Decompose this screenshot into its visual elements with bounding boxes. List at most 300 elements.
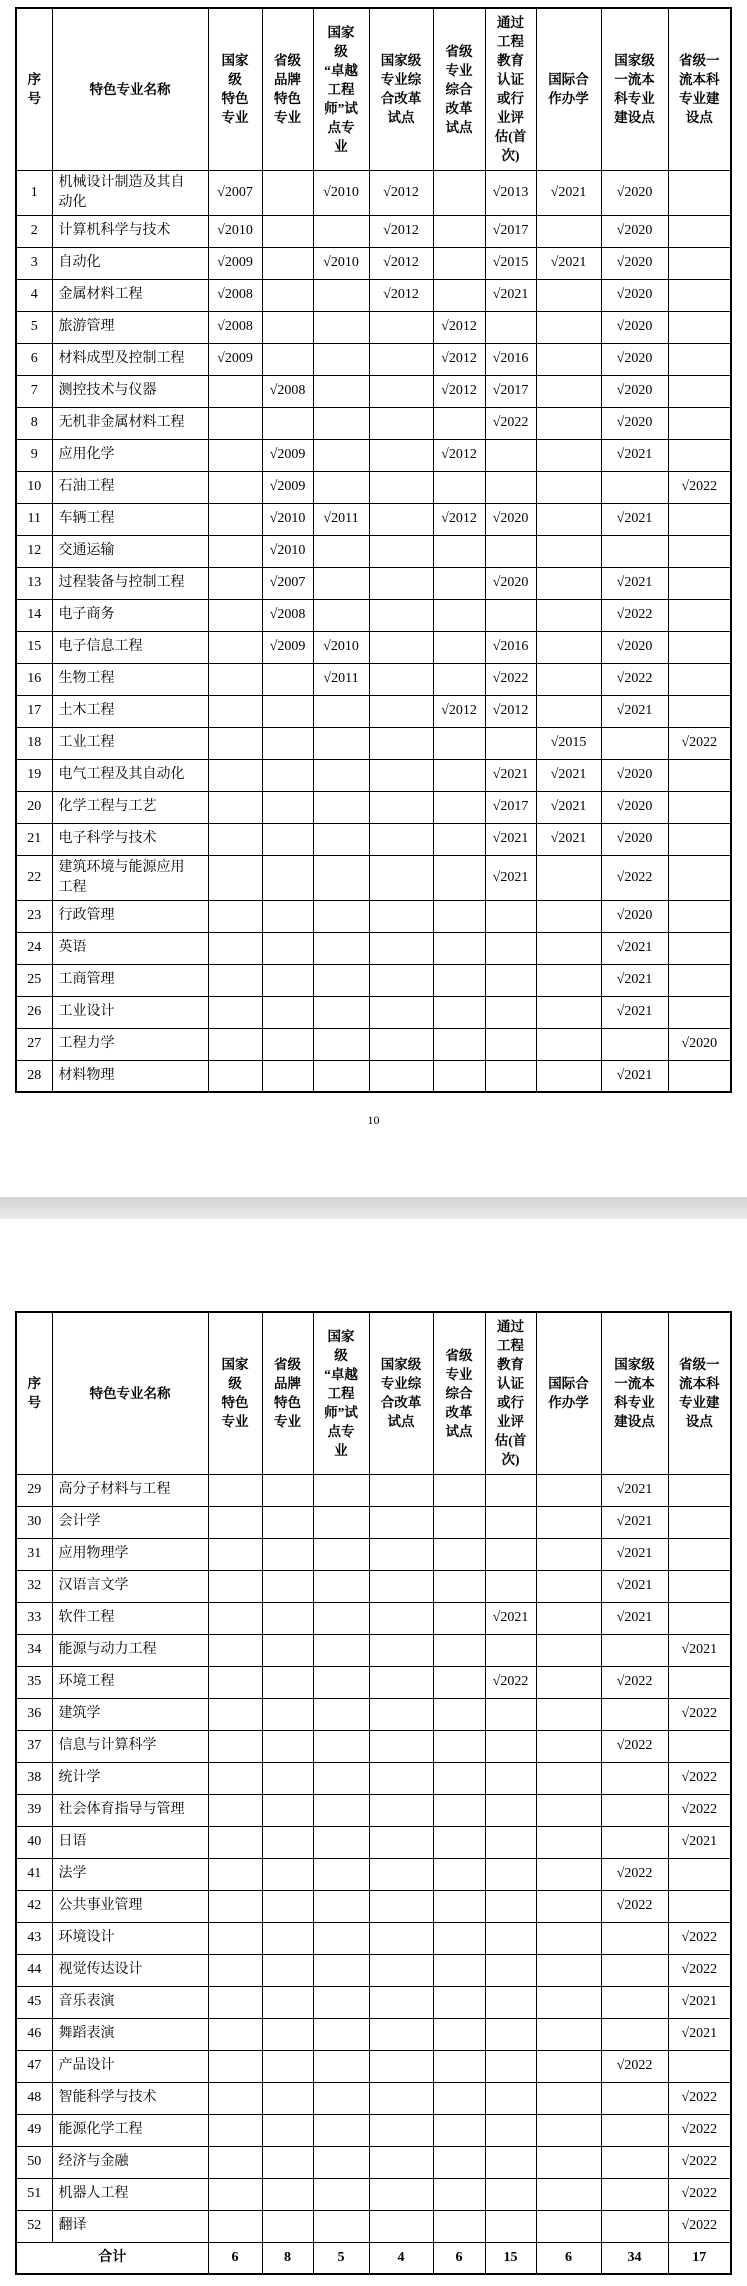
cell-name: 车辆工程 [52, 503, 208, 535]
cell-national-reform [369, 1954, 433, 1986]
cell-provincial-reform [433, 1028, 485, 1060]
cell-excellent-engineer [313, 695, 369, 727]
cell-intl-cooperation: √2021 [536, 759, 601, 791]
cell-provincial-reform [433, 791, 485, 823]
cell-national-feature [208, 1858, 262, 1890]
cell-seq: 47 [16, 2050, 52, 2082]
cell-excellent-engineer [313, 1986, 369, 2018]
header-line: 通过 [497, 1319, 524, 1335]
cell-intl-cooperation [536, 1538, 601, 1570]
cell-provincial-first-class [668, 1858, 731, 1890]
cell-intl-cooperation: √2021 [536, 247, 601, 279]
table-row [16, 663, 731, 695]
cell-provincial-reform [433, 631, 485, 663]
cell-intl-cooperation: √2015 [536, 727, 601, 759]
cell-national-first-class [601, 1826, 668, 1858]
cell-name: 统计学 [52, 1762, 208, 1794]
cell-intl-cooperation [536, 375, 601, 407]
header-name [52, 8, 208, 170]
header-line: 业评 [497, 110, 524, 126]
cell-national-reform [369, 855, 433, 900]
cell-provincial-reform [433, 2210, 485, 2242]
table-row [16, 964, 731, 996]
cell-seq: 33 [16, 1602, 52, 1634]
header-line: 改革 [445, 100, 473, 116]
cell-provincial-first-class [668, 964, 731, 996]
cell-provincial-brand [262, 695, 313, 727]
cell-seq: 22 [16, 855, 52, 900]
cell-name: 能源化学工程 [52, 2114, 208, 2146]
header-row [16, 8, 731, 170]
cell-excellent-engineer: √2010 [313, 247, 369, 279]
header-line: 特色 [221, 1395, 249, 1411]
cell-intl-cooperation [536, 535, 601, 567]
header-line: 特色 [221, 91, 249, 107]
cell-seq: 4 [16, 279, 52, 311]
cell-provincial-brand [262, 1698, 313, 1730]
cell-national-first-class: √2020 [601, 311, 668, 343]
cell-provincial-first-class [668, 407, 731, 439]
header-seq [16, 1312, 52, 1474]
cell-seq: 38 [16, 1762, 52, 1794]
cell-name: 土木工程 [52, 695, 208, 727]
cell-provincial-brand [262, 1986, 313, 2018]
cell-excellent-engineer [313, 900, 369, 932]
cell-provincial-brand [262, 1028, 313, 1060]
cell-national-first-class [601, 1794, 668, 1826]
table-row [16, 631, 731, 663]
cell-national-first-class: √2021 [601, 964, 668, 996]
cell-provincial-brand [262, 1890, 313, 1922]
table-row [16, 2050, 731, 2082]
cell-provincial-brand [262, 1060, 313, 1092]
table-row [16, 2082, 731, 2114]
table-row [16, 2018, 731, 2050]
cell-provincial-brand [262, 2050, 313, 2082]
cell-national-reform [369, 791, 433, 823]
cell-national-reform [369, 1666, 433, 1698]
cell-national-reform [369, 343, 433, 375]
header-line: 国际合 [548, 1376, 589, 1392]
cell-seq: 37 [16, 1730, 52, 1762]
cell-intl-cooperation [536, 2018, 601, 2050]
cell-provincial-brand [262, 311, 313, 343]
cell-provincial-reform [433, 855, 485, 900]
header-line: 专业 [445, 1366, 473, 1382]
cell-provincial-reform [433, 407, 485, 439]
cell-national-first-class [601, 1922, 668, 1954]
table-row [16, 1922, 731, 1954]
cell-provincial-brand: √2009 [262, 471, 313, 503]
cell-seq: 23 [16, 900, 52, 932]
cell-name: 能源与动力工程 [52, 1634, 208, 1666]
cell-national-first-class: √2022 [601, 2050, 668, 2082]
cell-national-first-class: √2020 [601, 215, 668, 247]
total-label: 合计 [16, 2242, 208, 2274]
cell-accreditation: √2021 [485, 1602, 536, 1634]
cell-name: 石油工程 [52, 471, 208, 503]
cell-seq: 43 [16, 1922, 52, 1954]
total-national-first-class: 34 [601, 2242, 668, 2274]
cell-accreditation [485, 2178, 536, 2210]
table-row [16, 170, 731, 215]
cell-intl-cooperation [536, 2114, 601, 2146]
cell-national-reform [369, 932, 433, 964]
cell-provincial-reform: √2012 [433, 375, 485, 407]
cell-name: 法学 [52, 1858, 208, 1890]
cell-national-reform [369, 1826, 433, 1858]
cell-provincial-first-class [668, 900, 731, 932]
cell-national-feature [208, 1602, 262, 1634]
cell-national-first-class: √2020 [601, 170, 668, 215]
cell-accreditation [485, 1922, 536, 1954]
cell-intl-cooperation [536, 1698, 601, 1730]
cell-accreditation [485, 1474, 536, 1506]
cell-seq: 26 [16, 996, 52, 1028]
cell-national-feature: √2009 [208, 343, 262, 375]
header-line: 号 [27, 1395, 41, 1411]
cell-national-reform [369, 1474, 433, 1506]
cell-national-first-class: √2020 [601, 375, 668, 407]
cell-national-first-class: √2021 [601, 1060, 668, 1092]
cell-seq: 49 [16, 2114, 52, 2146]
document-page-2 [0, 1219, 747, 2286]
cell-national-first-class: √2022 [601, 599, 668, 631]
cell-name: 机械设计制造及其自动化 [52, 170, 208, 215]
cell-provincial-reform [433, 2146, 485, 2178]
cell-name: 工业设计 [52, 996, 208, 1028]
cell-name: 社会体育指导与管理 [52, 1794, 208, 1826]
cell-provincial-brand [262, 170, 313, 215]
cell-provincial-first-class [668, 215, 731, 247]
cell-intl-cooperation [536, 311, 601, 343]
header-line: 认证 [497, 1376, 524, 1392]
cell-name: 环境设计 [52, 1922, 208, 1954]
header-line: 工程 [327, 81, 355, 97]
cell-excellent-engineer [313, 375, 369, 407]
cell-name: 智能科学与技术 [52, 2082, 208, 2114]
cell-seq: 25 [16, 964, 52, 996]
cell-seq: 6 [16, 343, 52, 375]
cell-provincial-reform [433, 1794, 485, 1826]
cell-excellent-engineer [313, 2114, 369, 2146]
cell-intl-cooperation [536, 1634, 601, 1666]
table-row [16, 1538, 731, 1570]
header-line: 级 [228, 72, 242, 88]
header-line: 国家级 [614, 1357, 655, 1373]
cell-national-feature [208, 964, 262, 996]
cell-national-first-class: √2020 [601, 247, 668, 279]
cell-excellent-engineer [313, 1570, 369, 1602]
table-row [16, 1954, 731, 1986]
page-separator [0, 1197, 747, 1219]
table-row [16, 1794, 731, 1826]
cell-provincial-reform [433, 1666, 485, 1698]
cell-accreditation [485, 1570, 536, 1602]
header-line: 专业 [221, 1414, 249, 1430]
cell-provincial-first-class: √2021 [668, 1986, 731, 2018]
cell-excellent-engineer [313, 311, 369, 343]
header-line: 省级 [274, 1357, 301, 1373]
cell-excellent-engineer [313, 279, 369, 311]
cell-national-first-class: √2020 [601, 791, 668, 823]
cell-seq: 3 [16, 247, 52, 279]
cell-name: 产品设计 [52, 2050, 208, 2082]
cell-name: 电子商务 [52, 599, 208, 631]
cell-national-first-class: √2021 [601, 1570, 668, 1602]
cell-accreditation: √2016 [485, 631, 536, 663]
cell-seq: 30 [16, 1506, 52, 1538]
cell-national-feature [208, 1826, 262, 1858]
cell-accreditation [485, 1986, 536, 2018]
cell-national-reform [369, 439, 433, 471]
cell-provincial-first-class: √2022 [668, 1794, 731, 1826]
table-row [16, 1826, 731, 1858]
cell-name: 工商管理 [52, 964, 208, 996]
table-row [16, 823, 731, 855]
cell-provincial-first-class [668, 535, 731, 567]
cell-national-feature [208, 900, 262, 932]
table-row [16, 1730, 731, 1762]
cell-national-feature [208, 791, 262, 823]
cell-national-reform [369, 503, 433, 535]
cell-name: 自动化 [52, 247, 208, 279]
header-national-first-class [601, 1312, 668, 1474]
header-line: 工程 [497, 1338, 524, 1354]
cell-provincial-brand [262, 2114, 313, 2146]
cell-intl-cooperation [536, 407, 601, 439]
cell-provincial-reform [433, 535, 485, 567]
cell-provincial-first-class: √2021 [668, 1826, 731, 1858]
cell-provincial-first-class [668, 1060, 731, 1092]
cell-intl-cooperation [536, 2050, 601, 2082]
cell-provincial-brand [262, 855, 313, 900]
header-intl-cooperation [536, 8, 601, 170]
header-line: 业评 [497, 1414, 524, 1430]
cell-provincial-first-class: √2022 [668, 1922, 731, 1954]
cell-national-feature [208, 2178, 262, 2210]
cell-provincial-brand [262, 2146, 313, 2178]
cell-accreditation [485, 964, 536, 996]
cell-provincial-first-class [668, 1890, 731, 1922]
table-row [16, 535, 731, 567]
cell-name: 电子科学与技术 [52, 823, 208, 855]
header-line: 师”试 [324, 100, 358, 116]
cell-intl-cooperation [536, 503, 601, 535]
cell-name: 经济与金融 [52, 2146, 208, 2178]
cell-provincial-reform [433, 2082, 485, 2114]
cell-national-first-class: √2020 [601, 279, 668, 311]
cell-intl-cooperation [536, 343, 601, 375]
header-line: 国际合 [548, 72, 589, 88]
header-provincial-reform [433, 8, 485, 170]
cell-name: 会计学 [52, 1506, 208, 1538]
cell-provincial-first-class: √2022 [668, 1698, 731, 1730]
cell-national-reform [369, 1890, 433, 1922]
cell-national-reform: √2012 [369, 247, 433, 279]
cell-intl-cooperation [536, 1666, 601, 1698]
cell-intl-cooperation [536, 1028, 601, 1060]
cell-national-feature: √2007 [208, 170, 262, 215]
cell-provincial-reform [433, 1858, 485, 1890]
cell-provincial-brand [262, 996, 313, 1028]
cell-accreditation: √2021 [485, 759, 536, 791]
header-line: 设点 [685, 110, 713, 126]
header-line: 流本科 [679, 72, 720, 88]
cell-provincial-reform [433, 932, 485, 964]
cell-excellent-engineer [313, 1762, 369, 1794]
cell-name: 应用化学 [52, 439, 208, 471]
cell-provincial-brand [262, 247, 313, 279]
cell-national-feature [208, 599, 262, 631]
cell-provincial-reform [433, 663, 485, 695]
cell-provincial-first-class: √2022 [668, 1954, 731, 1986]
header-line: 专业 [274, 1414, 301, 1430]
cell-excellent-engineer [313, 1506, 369, 1538]
cell-accreditation [485, 2114, 536, 2146]
header-excellent-engineer [313, 8, 369, 170]
specialty-table [15, 7, 732, 1093]
header-line: “卓越 [324, 62, 358, 78]
cell-intl-cooperation [536, 1474, 601, 1506]
cell-provincial-reform [433, 996, 485, 1028]
cell-national-reform: √2012 [369, 215, 433, 247]
cell-provincial-reform [433, 1730, 485, 1762]
cell-accreditation [485, 439, 536, 471]
cell-national-first-class [601, 1954, 668, 1986]
table-row [16, 1698, 731, 1730]
cell-intl-cooperation [536, 2146, 601, 2178]
cell-provincial-first-class: √2022 [668, 1762, 731, 1794]
cell-national-feature [208, 375, 262, 407]
cell-national-feature [208, 1506, 262, 1538]
cell-national-reform [369, 2146, 433, 2178]
cell-intl-cooperation [536, 567, 601, 599]
cell-national-feature [208, 2146, 262, 2178]
header-line: 专业建 [679, 91, 720, 107]
cell-national-first-class: √2022 [601, 1890, 668, 1922]
cell-national-reform [369, 900, 433, 932]
cell-provincial-brand [262, 1730, 313, 1762]
cell-national-first-class: √2022 [601, 1666, 668, 1698]
cell-national-reform [369, 311, 433, 343]
cell-national-first-class: √2021 [601, 996, 668, 1028]
cell-provincial-brand: √2008 [262, 375, 313, 407]
specialty-table [15, 1311, 732, 2275]
cell-excellent-engineer [313, 996, 369, 1028]
cell-national-feature [208, 471, 262, 503]
cell-seq: 28 [16, 1060, 52, 1092]
cell-provincial-first-class [668, 791, 731, 823]
header-line: 一流本 [614, 1376, 655, 1392]
cell-provincial-reform [433, 1986, 485, 2018]
cell-accreditation: √2017 [485, 215, 536, 247]
cell-provincial-brand [262, 1954, 313, 1986]
cell-national-feature [208, 2050, 262, 2082]
cell-accreditation: √2020 [485, 567, 536, 599]
cell-provincial-first-class [668, 1730, 731, 1762]
header-row [16, 1312, 731, 1474]
cell-excellent-engineer [313, 471, 369, 503]
cell-seq: 21 [16, 823, 52, 855]
header-line: 国家 [327, 24, 355, 40]
header-line: 专业 [274, 110, 301, 126]
table-row [16, 1060, 731, 1092]
cell-provincial-brand [262, 343, 313, 375]
cell-seq: 14 [16, 599, 52, 631]
cell-provincial-first-class [668, 1538, 731, 1570]
cell-national-feature [208, 1986, 262, 2018]
cell-national-reform [369, 823, 433, 855]
cell-national-reform [369, 996, 433, 1028]
cell-name: 视觉传达设计 [52, 1954, 208, 1986]
header-line: 专业 [445, 62, 473, 78]
header-line: 点专 [327, 1423, 355, 1439]
cell-excellent-engineer [313, 215, 369, 247]
cell-provincial-first-class: √2022 [668, 2146, 731, 2178]
table-row [16, 996, 731, 1028]
cell-national-first-class [601, 1698, 668, 1730]
cell-national-feature [208, 695, 262, 727]
cell-seq: 1 [16, 170, 52, 215]
cell-provincial-reform [433, 1762, 485, 1794]
cell-accreditation: √2021 [485, 823, 536, 855]
cell-national-first-class: √2021 [601, 503, 668, 535]
header-line: 建设点 [614, 110, 655, 126]
cell-excellent-engineer [313, 1858, 369, 1890]
header-line: 序 [27, 1376, 41, 1392]
cell-intl-cooperation [536, 1794, 601, 1826]
table-row [16, 439, 731, 471]
cell-accreditation: √2017 [485, 791, 536, 823]
cell-provincial-reform [433, 2018, 485, 2050]
cell-provincial-reform [433, 1826, 485, 1858]
cell-national-first-class: √2020 [601, 631, 668, 663]
table-row [16, 2146, 731, 2178]
cell-name: 汉语言文学 [52, 1570, 208, 1602]
cell-seq: 9 [16, 439, 52, 471]
cell-intl-cooperation [536, 1826, 601, 1858]
cell-provincial-brand: √2008 [262, 599, 313, 631]
cell-provincial-reform [433, 247, 485, 279]
cell-national-first-class: √2021 [601, 932, 668, 964]
cell-excellent-engineer [313, 823, 369, 855]
header-line: 省级 [274, 53, 301, 69]
cell-intl-cooperation [536, 900, 601, 932]
cell-provincial-first-class [668, 823, 731, 855]
cell-seq: 10 [16, 471, 52, 503]
cell-provincial-first-class [668, 1602, 731, 1634]
header-line: 综合 [445, 81, 473, 97]
cell-excellent-engineer [313, 791, 369, 823]
cell-seq: 16 [16, 663, 52, 695]
cell-national-reform [369, 695, 433, 727]
cell-national-reform [369, 631, 433, 663]
table-row [16, 2114, 731, 2146]
cell-national-first-class: √2021 [601, 1474, 668, 1506]
cell-national-reform [369, 1634, 433, 1666]
cell-provincial-brand [262, 1858, 313, 1890]
cell-accreditation: √2012 [485, 695, 536, 727]
cell-provincial-reform [433, 599, 485, 631]
cell-name: 软件工程 [52, 1602, 208, 1634]
cell-provincial-brand [262, 663, 313, 695]
cell-name: 高分子材料与工程 [52, 1474, 208, 1506]
cell-provincial-brand: √2009 [262, 631, 313, 663]
cell-national-feature [208, 663, 262, 695]
cell-accreditation [485, 1954, 536, 1986]
cell-national-first-class: √2021 [601, 439, 668, 471]
